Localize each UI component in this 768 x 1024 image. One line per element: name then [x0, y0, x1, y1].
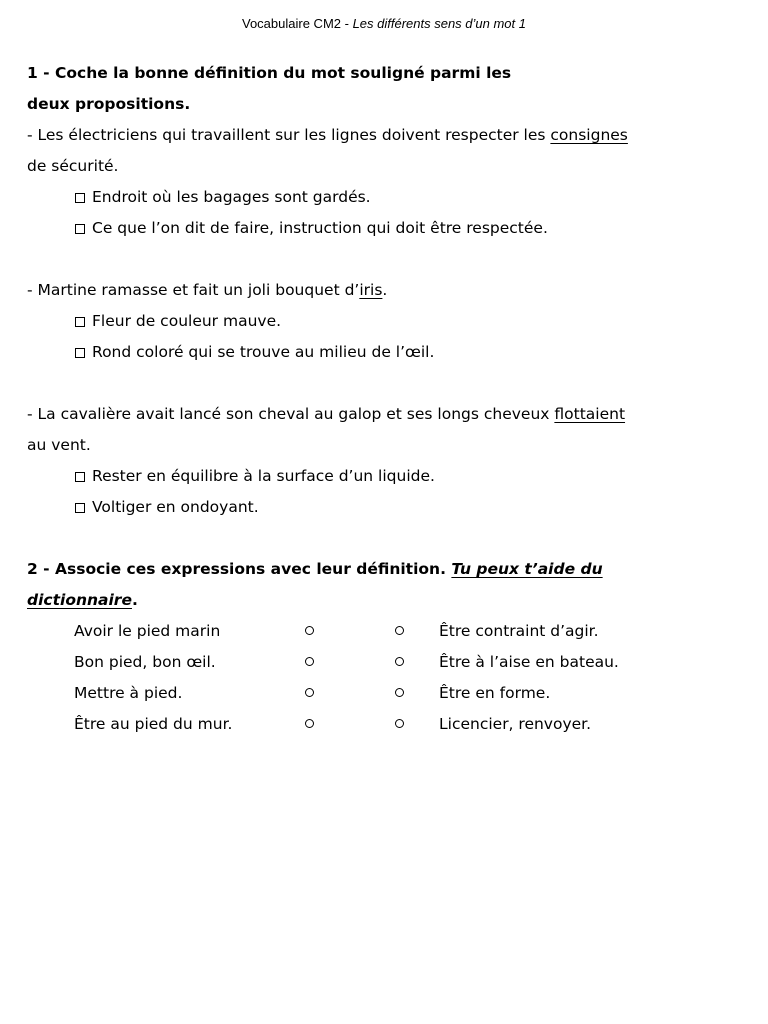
- expression-4: Être au pied du mur.: [74, 715, 233, 733]
- match-row: [27, 709, 741, 740]
- header-subtitle: Les différents sens d’un mot 1: [352, 16, 526, 31]
- right-dot-icon[interactable]: [395, 657, 404, 666]
- target-word-2: iris: [359, 281, 383, 299]
- page-header: [0, 16, 768, 31]
- sentence-2: - Martine ramasse et fait un joli bouquet d’iris.: [27, 281, 388, 299]
- header-prefix: Vocabulaire CM2 -: [242, 16, 353, 31]
- match-row: [27, 616, 741, 647]
- worksheet: [27, 58, 741, 740]
- option-3a: Rester en équilibre à la surface d’un liquide.: [27, 461, 741, 492]
- definition-2: Être à l’aise en bateau.: [439, 653, 619, 671]
- checkbox-icon[interactable]: [75, 503, 85, 513]
- sentence-1: - Les électriciens qui travaillent sur les lignes doivent respecter les consignes: [27, 126, 628, 144]
- sentence-1-cont: de sécurité.: [27, 157, 119, 175]
- option-2a: Fleur de couleur mauve.: [27, 306, 741, 337]
- sentence-3: - La cavalière avait lancé son cheval au galop et ses longs cheveux flottaient: [27, 405, 626, 423]
- checkbox-icon[interactable]: [75, 472, 85, 482]
- checkbox-icon[interactable]: [75, 348, 85, 358]
- right-dot-icon[interactable]: [395, 626, 404, 635]
- checkbox-icon[interactable]: [75, 317, 85, 327]
- expression-1: Avoir le pied marin: [74, 622, 221, 640]
- exercise-2-title: 2 - Associe ces expressions avec leur définition. Tu peux t’aide du: [27, 560, 603, 578]
- option-2b: Rond coloré qui se trouve au milieu de l’œil.: [27, 337, 741, 368]
- expression-3: Mettre à pied.: [74, 684, 183, 702]
- right-dot-icon[interactable]: [395, 688, 404, 697]
- exercise-1-title: 1 - Coche la bonne définition du mot souligné parmi les: [27, 64, 512, 82]
- exercise-2-title-cont: dictionnaire.: [27, 591, 138, 609]
- option-1b: Ce que l’on dit de faire, instruction qui doit être respectée.: [27, 213, 741, 244]
- option-3b: Voltiger en ondoyant.: [27, 492, 741, 523]
- left-dot-icon[interactable]: [305, 688, 314, 697]
- option-1a: Endroit où les bagages sont gardés.: [27, 182, 741, 213]
- left-dot-icon[interactable]: [305, 719, 314, 728]
- target-word-1: consignes: [550, 126, 628, 144]
- sentence-3-cont: au vent.: [27, 436, 91, 454]
- expression-2: Bon pied, bon œil.: [74, 653, 216, 671]
- checkbox-icon[interactable]: [75, 224, 85, 234]
- exercise-1-title-cont: deux propositions.: [27, 95, 191, 113]
- checkbox-icon[interactable]: [75, 193, 85, 203]
- target-word-3: flottaient: [554, 405, 626, 423]
- left-dot-icon[interactable]: [305, 657, 314, 666]
- match-row: [27, 647, 741, 678]
- definition-4: Licencier, renvoyer.: [439, 715, 592, 733]
- definition-3: Être en forme.: [439, 684, 551, 702]
- left-dot-icon[interactable]: [305, 626, 314, 635]
- match-row: [27, 678, 741, 709]
- right-dot-icon[interactable]: [395, 719, 404, 728]
- definition-1: Être contraint d’agir.: [439, 622, 599, 640]
